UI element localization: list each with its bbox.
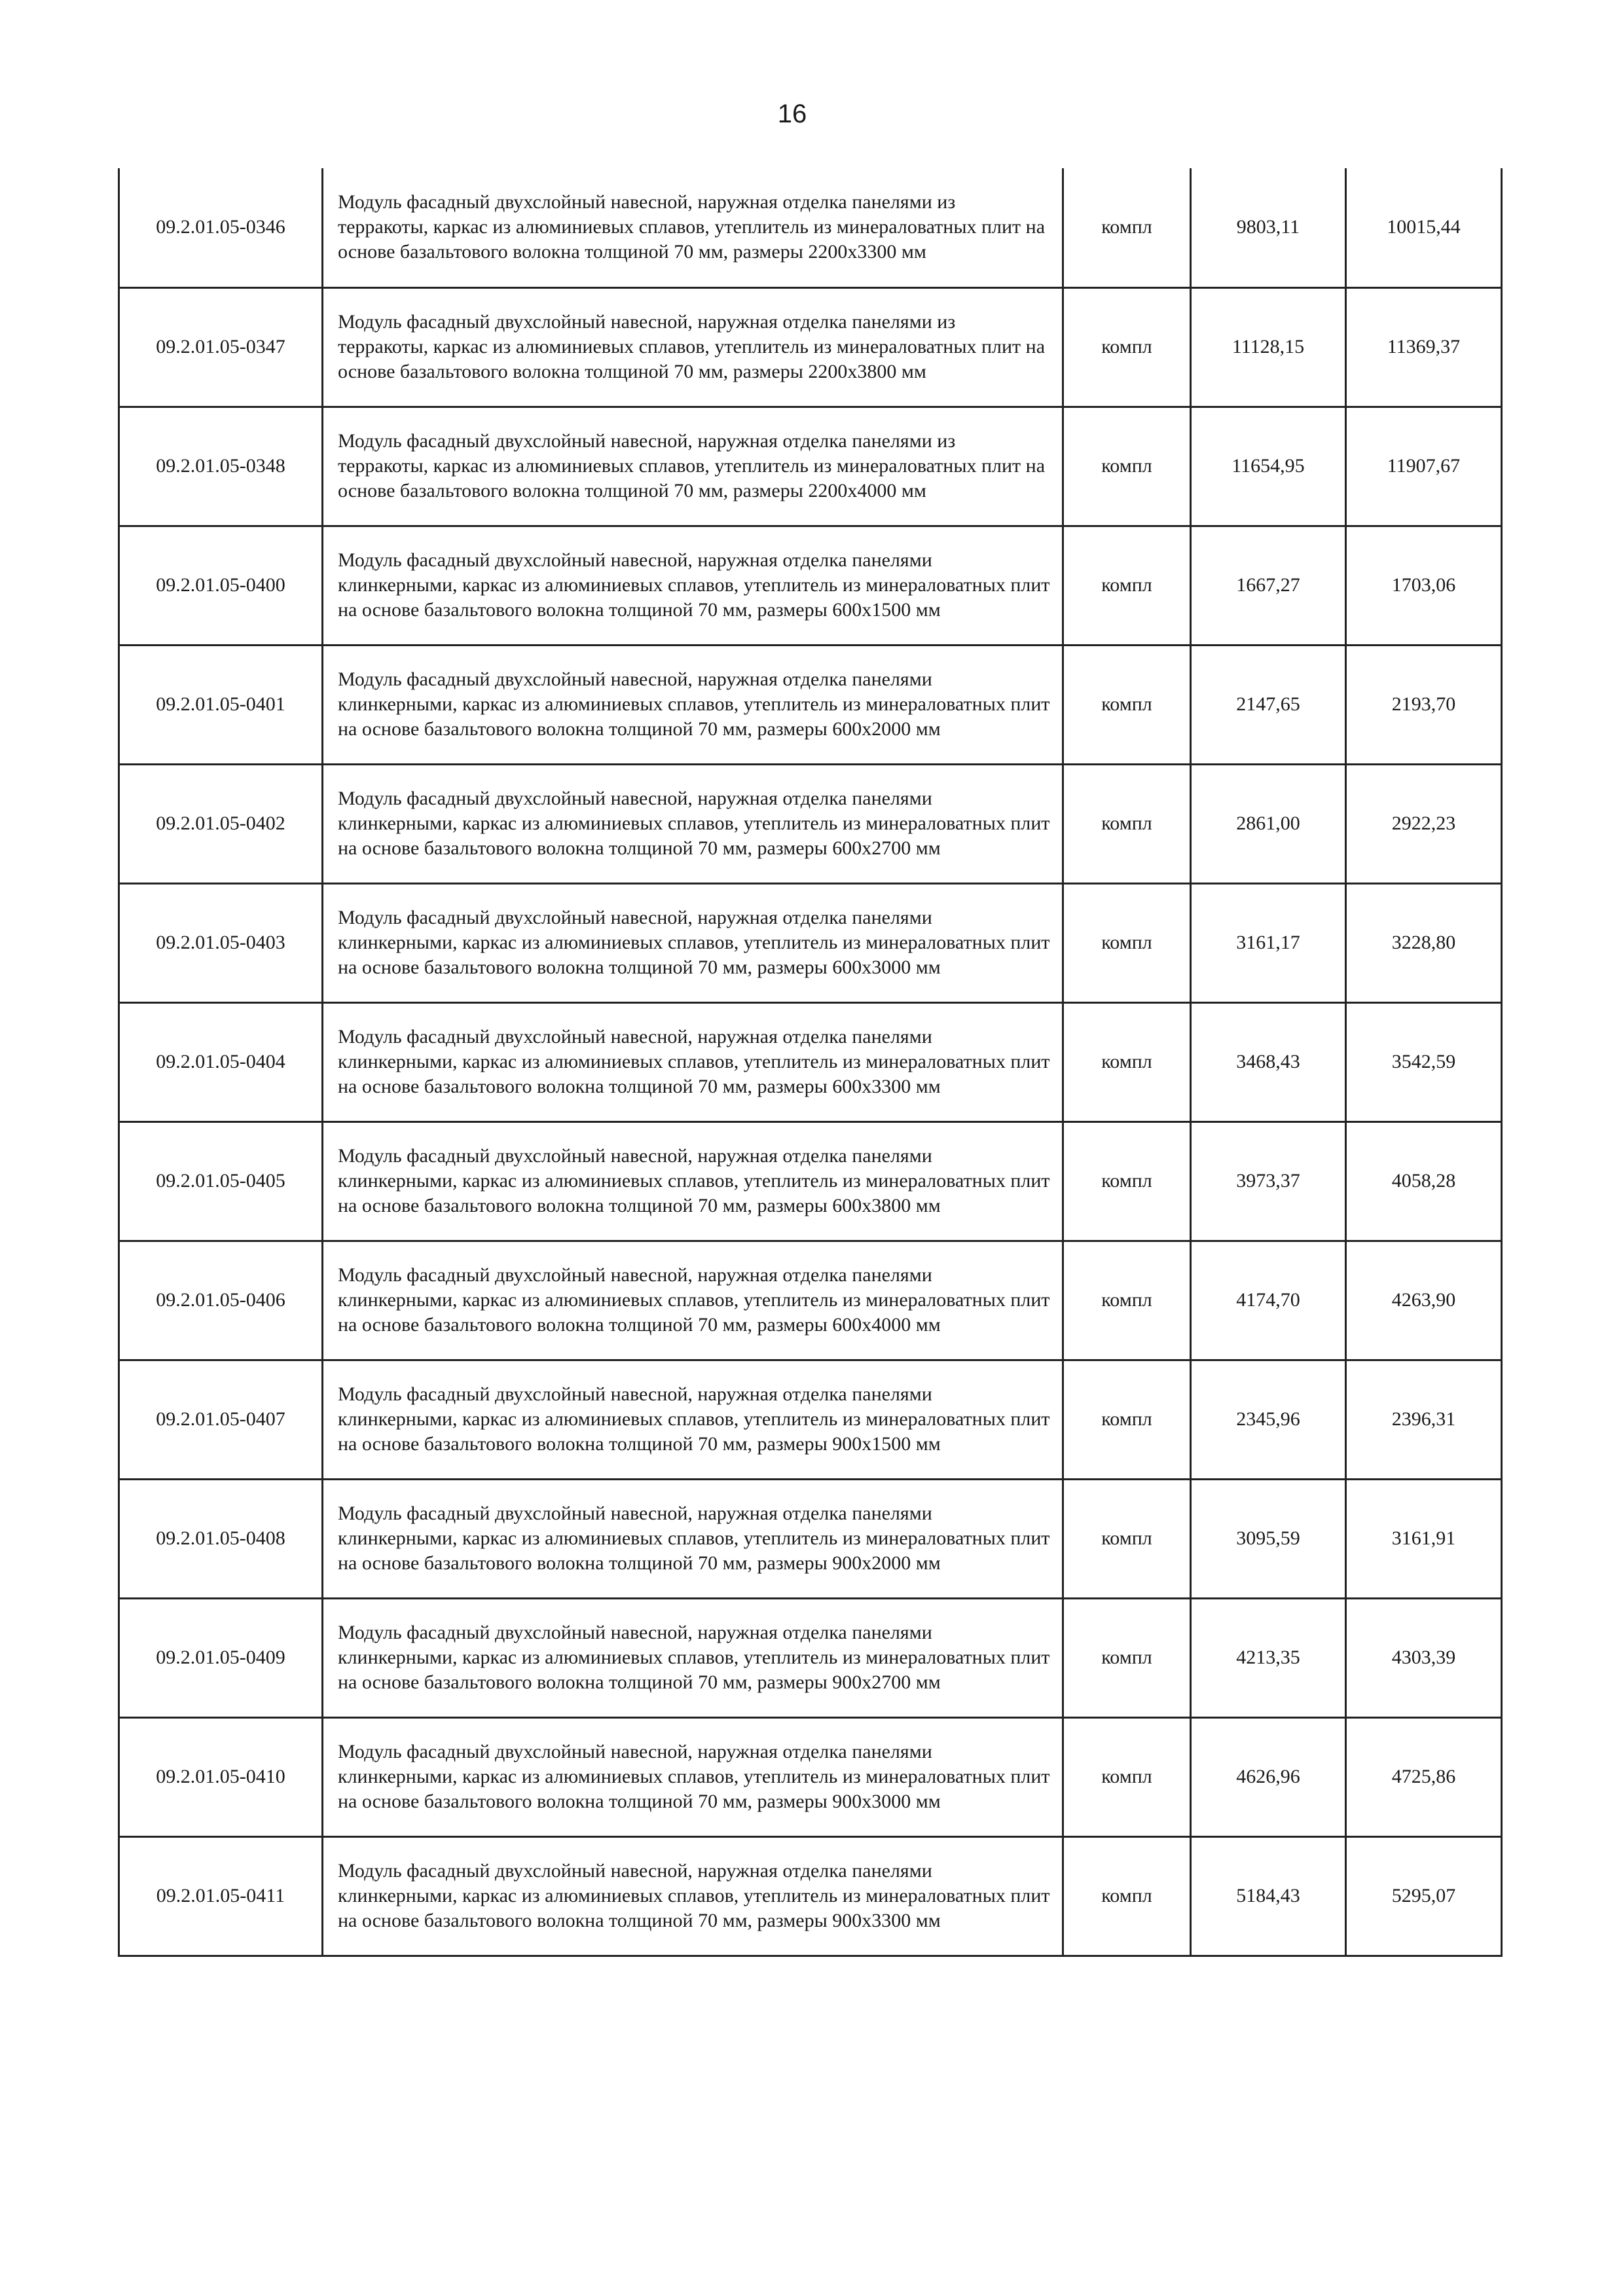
price-value-1: 2147,65 (1191, 645, 1346, 764)
table-row (119, 407, 1502, 526)
price-value-1: 11654,95 (1191, 407, 1346, 526)
price-value-2: 10015,44 (1346, 168, 1502, 287)
price-value-2: 4058,28 (1346, 1121, 1502, 1241)
price-value-1: 11128,15 (1191, 287, 1346, 407)
table-row (119, 1241, 1502, 1360)
unit-of-measure: компл (1063, 1241, 1191, 1360)
unit-of-measure: компл (1063, 1598, 1191, 1717)
resource-code: 09.2.01.05-0411 (119, 1836, 323, 1956)
table-row (119, 883, 1502, 1002)
resource-description: Модуль фасадный двухслойный навесной, наружная отделка панелями клинкерными, каркас из алюминиевых сплавов, утеплитель из минераловатных плит на основе базальтового волокна толщиной 70 мм, размеры 600х2700 мм (323, 764, 1063, 883)
resource-code: 09.2.01.05-0347 (119, 287, 323, 407)
price-value-2: 3542,59 (1346, 1002, 1502, 1121)
price-value-2: 1703,06 (1346, 526, 1502, 645)
unit-of-measure: компл (1063, 168, 1191, 287)
price-value-1: 9803,11 (1191, 168, 1346, 287)
price-value-2: 11907,67 (1346, 407, 1502, 526)
unit-of-measure: компл (1063, 1836, 1191, 1956)
resource-code: 09.2.01.05-0403 (119, 883, 323, 1002)
resource-description: Модуль фасадный двухслойный навесной, наружная отделка панелями клинкерными, каркас из алюминиевых сплавов, утеплитель из минераловатных плит на основе базальтового волокна толщиной 70 мм, размеры 600х4000 мм (323, 1241, 1063, 1360)
table-row (119, 645, 1502, 764)
price-value-2: 5295,07 (1346, 1836, 1502, 1956)
resource-description: Модуль фасадный двухслойный навесной, наружная отделка панелями клинкерными, каркас из алюминиевых сплавов, утеплитель из минераловатных плит на основе базальтового волокна толщиной 70 мм, размеры 600х3800 мм (323, 1121, 1063, 1241)
unit-of-measure: компл (1063, 764, 1191, 883)
unit-of-measure: компл (1063, 1717, 1191, 1836)
price-value-1: 3468,43 (1191, 1002, 1346, 1121)
resource-description: Модуль фасадный двухслойный навесной, наружная отделка панелями клинкерными, каркас из алюминиевых сплавов, утеплитель из минераловатных плит на основе базальтового волокна толщиной 70 мм, размеры 600х1500 мм (323, 526, 1063, 645)
unit-of-measure: компл (1063, 407, 1191, 526)
price-value-1: 3095,59 (1191, 1479, 1346, 1598)
resource-description: Модуль фасадный двухслойный навесной, наружная отделка панелями клинкерными, каркас из алюминиевых сплавов, утеплитель из минераловатных плит на основе базальтового волокна толщиной 70 мм, размеры 600х2000 мм (323, 645, 1063, 764)
price-table (118, 168, 1503, 1957)
resource-code: 09.2.01.05-0407 (119, 1360, 323, 1479)
table-row (119, 1717, 1502, 1836)
table-row (119, 1598, 1502, 1717)
resource-code: 09.2.01.05-0404 (119, 1002, 323, 1121)
price-value-1: 4174,70 (1191, 1241, 1346, 1360)
table-row (119, 764, 1502, 883)
price-value-1: 4626,96 (1191, 1717, 1346, 1836)
price-value-1: 1667,27 (1191, 526, 1346, 645)
resource-code: 09.2.01.05-0406 (119, 1241, 323, 1360)
table-row (119, 1002, 1502, 1121)
price-value-2: 4303,39 (1346, 1598, 1502, 1717)
price-value-2: 2922,23 (1346, 764, 1502, 883)
table-row (119, 1360, 1502, 1479)
resource-description: Модуль фасадный двухслойный навесной, наружная отделка панелями клинкерными, каркас из алюминиевых сплавов, утеплитель из минераловатных плит на основе базальтового волокна толщиной 70 мм, размеры 900х3300 мм (323, 1836, 1063, 1956)
unit-of-measure: компл (1063, 1360, 1191, 1479)
price-value-1: 2345,96 (1191, 1360, 1346, 1479)
resource-code: 09.2.01.05-0348 (119, 407, 323, 526)
price-value-1: 2861,00 (1191, 764, 1346, 883)
resource-code: 09.2.01.05-0346 (119, 168, 323, 287)
price-value-2: 2396,31 (1346, 1360, 1502, 1479)
resource-code: 09.2.01.05-0409 (119, 1598, 323, 1717)
table-row (119, 1836, 1502, 1956)
price-value-1: 3161,17 (1191, 883, 1346, 1002)
price-value-1: 3973,37 (1191, 1121, 1346, 1241)
unit-of-measure: компл (1063, 1479, 1191, 1598)
resource-description: Модуль фасадный двухслойный навесной, наружная отделка панелями клинкерными, каркас из алюминиевых сплавов, утеплитель из минераловатных плит на основе базальтового волокна толщиной 70 мм, размеры 600х3300 мм (323, 1002, 1063, 1121)
table-row (119, 526, 1502, 645)
resource-description: Модуль фасадный двухслойный навесной, наружная отделка панелями из терракоты, каркас из алюминиевых сплавов, утеплитель из минераловатных плит на основе базальтового волокна толщиной 70 мм, размеры 2200х4000 мм (323, 407, 1063, 526)
price-value-2: 11369,37 (1346, 287, 1502, 407)
resource-description: Модуль фасадный двухслойный навесной, наружная отделка панелями из терракоты, каркас из алюминиевых сплавов, утеплитель из минераловатных плит на основе базальтового волокна толщиной 70 мм, размеры 2200х3300 мм (323, 168, 1063, 287)
price-value-2: 2193,70 (1346, 645, 1502, 764)
resource-code: 09.2.01.05-0408 (119, 1479, 323, 1598)
table-row (119, 168, 1502, 287)
resource-code: 09.2.01.05-0401 (119, 645, 323, 764)
price-value-1: 5184,43 (1191, 1836, 1346, 1956)
price-value-2: 4263,90 (1346, 1241, 1502, 1360)
resource-code: 09.2.01.05-0410 (119, 1717, 323, 1836)
resource-description: Модуль фасадный двухслойный навесной, наружная отделка панелями клинкерными, каркас из алюминиевых сплавов, утеплитель из минераловатных плит на основе базальтового волокна толщиной 70 мм, размеры 900х1500 мм (323, 1360, 1063, 1479)
table-row (119, 287, 1502, 407)
page-number: 16 (777, 100, 807, 128)
resource-description: Модуль фасадный двухслойный навесной, наружная отделка панелями из терракоты, каркас из алюминиевых сплавов, утеплитель из минераловатных плит на основе базальтового волокна толщиной 70 мм, размеры 2200х3800 мм (323, 287, 1063, 407)
resource-description: Модуль фасадный двухслойный навесной, наружная отделка панелями клинкерными, каркас из алюминиевых сплавов, утеплитель из минераловатных плит на основе базальтового волокна толщиной 70 мм, размеры 900х2700 мм (323, 1598, 1063, 1717)
resource-description: Модуль фасадный двухслойный навесной, наружная отделка панелями клинкерными, каркас из алюминиевых сплавов, утеплитель из минераловатных плит на основе базальтового волокна толщиной 70 мм, размеры 600х3000 мм (323, 883, 1063, 1002)
unit-of-measure: компл (1063, 287, 1191, 407)
unit-of-measure: компл (1063, 1002, 1191, 1121)
table-row (119, 1479, 1502, 1598)
resource-code: 09.2.01.05-0400 (119, 526, 323, 645)
price-value-2: 3161,91 (1346, 1479, 1502, 1598)
resource-code: 09.2.01.05-0405 (119, 1121, 323, 1241)
resource-code: 09.2.01.05-0402 (119, 764, 323, 883)
price-value-1: 4213,35 (1191, 1598, 1346, 1717)
resource-description: Модуль фасадный двухслойный навесной, наружная отделка панелями клинкерными, каркас из алюминиевых сплавов, утеплитель из минераловатных плит на основе базальтового волокна толщиной 70 мм, размеры 900х3000 мм (323, 1717, 1063, 1836)
price-value-2: 4725,86 (1346, 1717, 1502, 1836)
unit-of-measure: компл (1063, 883, 1191, 1002)
unit-of-measure: компл (1063, 1121, 1191, 1241)
resource-description: Модуль фасадный двухслойный навесной, наружная отделка панелями клинкерными, каркас из алюминиевых сплавов, утеплитель из минераловатных плит на основе базальтового волокна толщиной 70 мм, размеры 900х2000 мм (323, 1479, 1063, 1598)
price-value-2: 3228,80 (1346, 883, 1502, 1002)
unit-of-measure: компл (1063, 645, 1191, 764)
table-row (119, 1121, 1502, 1241)
unit-of-measure: компл (1063, 526, 1191, 645)
